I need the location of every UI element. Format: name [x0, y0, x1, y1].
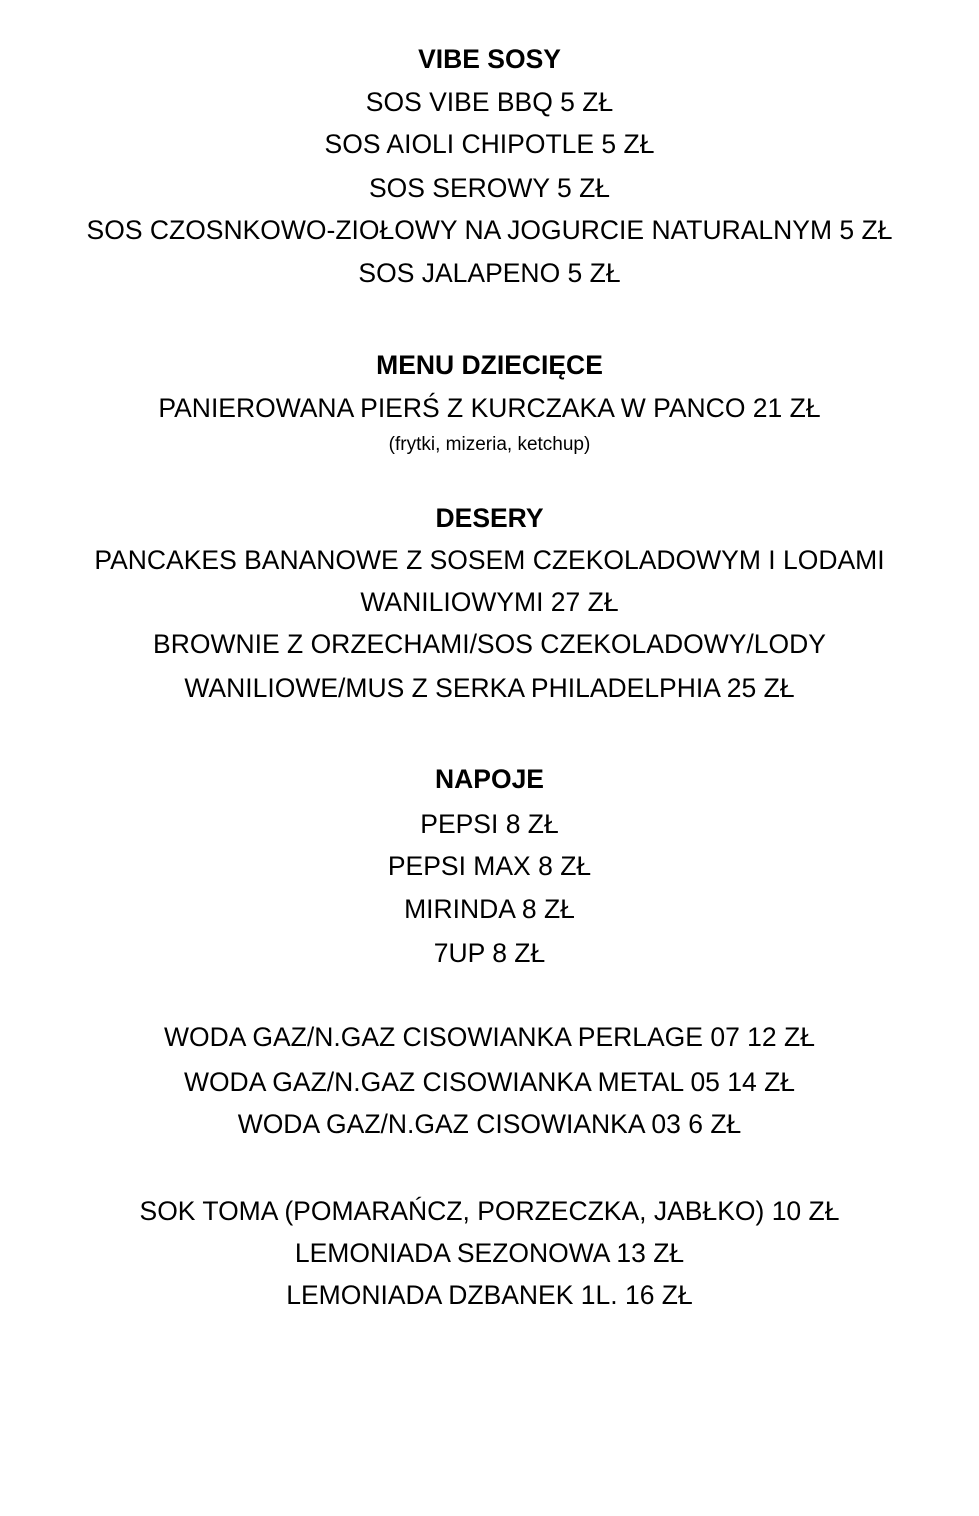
menu-item: 7UP 8 ZŁ — [433, 938, 546, 968]
menu-item-note: (frytki, mizeria, ketchup) — [388, 434, 591, 455]
menu-item: LEMONIADA SEZONOWA 13 ZŁ — [294, 1238, 685, 1268]
menu-item: PEPSI 8 ZŁ — [420, 809, 559, 839]
menu-item: SOS AIOLI CHIPOTLE 5 ZŁ — [324, 129, 655, 159]
menu-item: PANIEROWANA PIERŚ Z KURCZAKA W PANCO 21 ZŁ — [158, 393, 821, 423]
section-heading-desserts: DESERY — [435, 503, 544, 533]
menu-item: SOS SEROWY 5 ZŁ — [368, 173, 611, 203]
menu-item: WODA GAZ/N.GAZ CISOWIANKA 03 6 ZŁ — [237, 1109, 742, 1139]
menu-item: SOS VIBE BBQ 5 ZŁ — [365, 87, 614, 117]
section-heading-sauces: VIBE SOSY — [418, 44, 561, 74]
section-heading-kids: MENU DZIECIĘCE — [376, 350, 603, 380]
menu-item: SOS CZOSNKOWO-ZIOŁOWY NA JOGURCIE NATURALNYM 5 ZŁ — [86, 215, 893, 245]
menu-item: WODA GAZ/N.GAZ CISOWIANKA PERLAGE 07 12 ZŁ — [164, 1022, 815, 1052]
menu-item: MIRINDA 8 ZŁ — [404, 894, 575, 924]
menu-item: WANILIOWE/MUS Z SERKA PHILADELPHIA 25 ZŁ — [184, 673, 795, 703]
menu-item: LEMONIADA DZBANEK 1L. 16 ZŁ — [286, 1280, 693, 1310]
menu-item: PANCAKES BANANOWE Z SOSEM CZEKOLADOWYM I LODAMI — [94, 545, 885, 575]
menu-item: WODA GAZ/N.GAZ CISOWIANKA METAL 05 14 ZŁ — [183, 1067, 796, 1097]
menu-item: SOK TOMA (POMARAŃCZ, PORZECZKA, JABŁKO) 10 ZŁ — [139, 1196, 840, 1226]
menu-item: PEPSI MAX 8 ZŁ — [387, 851, 592, 881]
menu-item: BROWNIE Z ORZECHAMI/SOS CZEKOLADOWY/LODY — [153, 629, 826, 659]
section-heading-drinks: NAPOJE — [435, 764, 544, 794]
menu-item: SOS JALAPENO 5 ZŁ — [358, 258, 621, 288]
menu-item: WANILIOWYMI 27 ZŁ — [360, 587, 619, 617]
